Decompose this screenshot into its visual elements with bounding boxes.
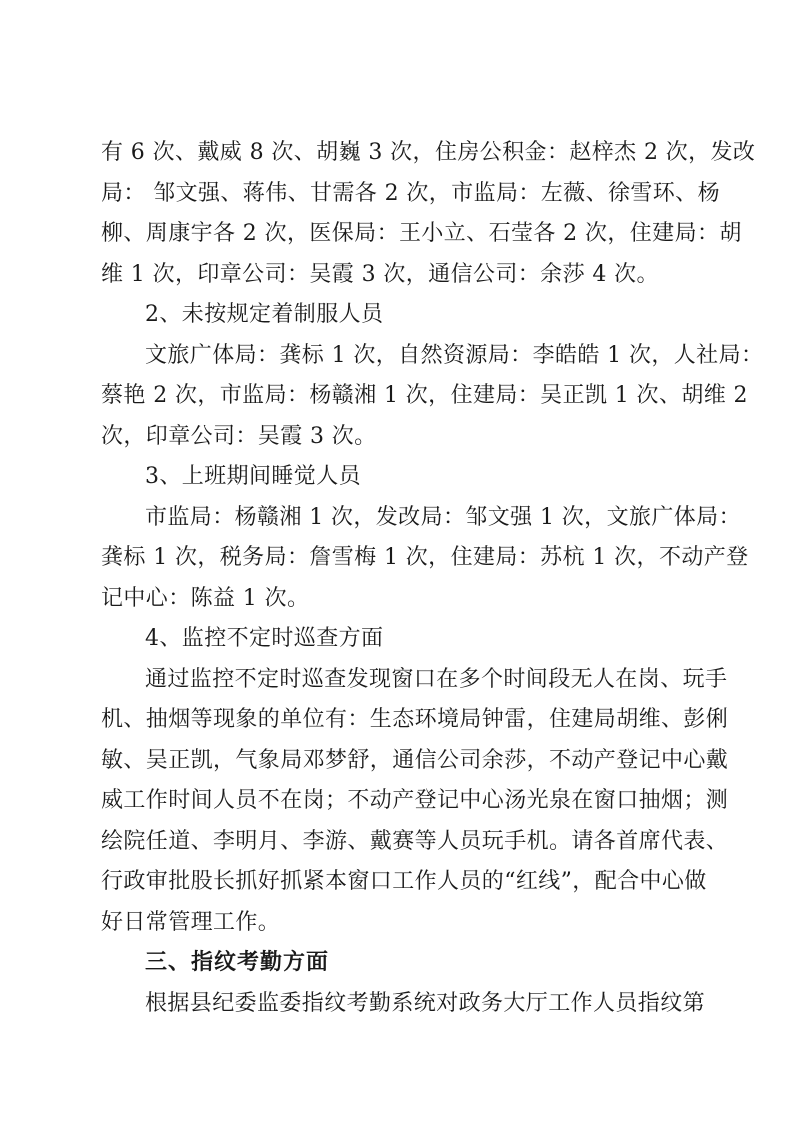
paragraph-line: 根据县纪委监委指纹考勤系统对政务大厅工作人员指纹第 — [145, 990, 706, 1016]
section-heading: 三、指纹考勤方面 — [145, 950, 330, 975]
paragraph-line: 敏、吴正凯，气象局邓梦舒，通信公司余莎，不动产登记中心戴 — [101, 747, 729, 773]
paragraph-line: 记中心：陈益 1 次。 — [101, 585, 310, 611]
paragraph-line: 次，印章公司：吴霞 3 次。 — [101, 423, 377, 449]
paragraph-line: 局： 邹文强、蒋伟、甘需各 2 次，市监局：左薇、徐雪环、杨 — [101, 180, 720, 206]
paragraph-line: 维 1 次，印章公司：吴霞 3 次，通信公司：余莎 4 次。 — [101, 261, 659, 287]
paragraph-line: 好日常管理工作。 — [101, 909, 281, 935]
paragraph-line: 市监局：杨赣湘 1 次，发改局：邹文强 1 次，文旅广体局： — [145, 504, 741, 530]
paragraph-line: 有 6 次、戴威 8 次、胡巍 3 次，住房公积金：赵梓杰 2 次，发改 — [101, 140, 756, 165]
subsection-heading: 2、未按规定着制服人员 — [145, 302, 384, 327]
paragraph-line: 龚标 1 次，税务局：詹雪梅 1 次，住建局：苏杭 1 次，不动产登 — [101, 545, 749, 570]
subsection-heading: 4、监控不定时巡查方面 — [145, 626, 384, 651]
subsection-heading: 3、上班期间睡觉人员 — [145, 464, 361, 489]
paragraph-line: 柳、周康宇各 2 次，医保局：王小立、石莹各 2 次，住建局：胡 — [101, 221, 742, 246]
paragraph-line: 蔡艳 2 次，市监局：杨赣湘 1 次，住建局：吴正凯 1 次、胡维 2 — [101, 383, 748, 408]
paragraph-line: 威工作时间人员不在岗；不动产登记中心汤光泉在窗口抽烟；测 — [101, 788, 729, 813]
paragraph-line: 行政审批股长抓好抓紧本窗口工作人员的“红线”，配合中心做 — [101, 869, 707, 894]
document-body — [101, 133, 764, 1024]
paragraph-line: 绘院任道、李明月、李游、戴赛等人员玩手机。请各首席代表、 — [101, 828, 729, 854]
paragraph-line: 机、抽烟等现象的单位有：生态环境局钟雷，住建局胡维、彭俐 — [101, 707, 729, 732]
paragraph-line: 文旅广体局：龚标 1 次，自然资源局：李皓皓 1 次，人社局： — [145, 342, 764, 368]
paragraph-line: 通过监控不定时巡查发现窗口在多个时间段无人在岗、玩手 — [145, 666, 728, 692]
